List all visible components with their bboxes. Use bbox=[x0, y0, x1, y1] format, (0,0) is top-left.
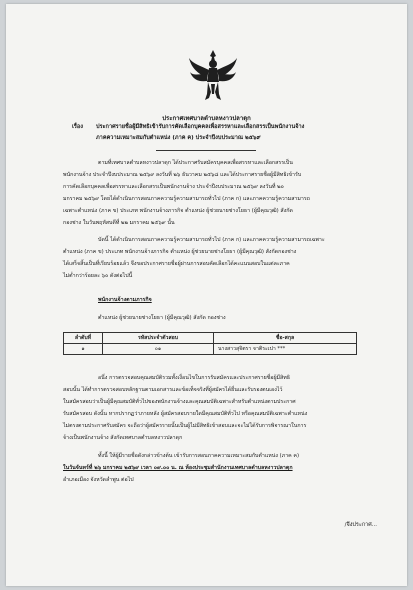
section-heading: พนักงานจ้างตามภารกิจ bbox=[98, 297, 152, 303]
position-line: ตำแหน่ง ผู้ช่วยนายช่างโยธา (ผู้มีคุณวุฒิ) สังกัด กองช่าง bbox=[98, 315, 226, 321]
col-header-order: ลำดับที่ bbox=[64, 333, 103, 344]
para4-line: ทั้งนี้ ให้ผู้มีรายชื่อดังกล่าวข้างต้น เข้ารับการสอบภาคความเหมาะสมกับตำแหน่ง (ภาค ค) bbox=[98, 453, 300, 459]
para3-line: รับสมัครสอบ ดังนั้น หากปรากฏว่าภายหลัง ผู้สมัครสอบรายใดมีคุณสมบัติทั่วไป หรือคุณสมบัติเฉพาะตำแหน่ง bbox=[63, 411, 308, 417]
exam-schedule-line: ในวันจันทร์ที่ ๒๖ มกราคม ๒๕๖๙ เวลา ๐๙.๐๐ น. ณ ห้องประชุมสำนักงานเทศบาลตำบลหงาวปลาดุก bbox=[63, 465, 293, 471]
candidate-table bbox=[63, 332, 357, 355]
para1-line: ตามที่เทศบาลตำบลหงาวปลาดุก ได้ประกาศรับสมัครบุคคลเพื่อสรรหาและเลือกสรรเป็น bbox=[98, 160, 293, 166]
para2-line: ได้เสร็จสิ้นเป็นที่เรียบร้อยแล้ว จึงขอประกาศรายชื่อผู้ผ่านการสอบคัดเลือกได้คะแนนสอบในแต่ละภาค bbox=[63, 261, 290, 267]
cell-order: ๑ bbox=[64, 344, 103, 355]
para2-line: ตำแหน่ง (ภาค ข) ประเภท พนักงานจ้างภารกิจ ตำแหน่ง ผู้ช่วยนายช่างโยธา (ผู้มีคุณวุฒิ) สังกัดกองช่าง bbox=[63, 249, 297, 255]
header-divider bbox=[156, 150, 256, 151]
subject-line-1: ประกาศรายชื่อผู้มีสิทธิเข้ารับการคัดเลือกบุคคลเพื่อสรรหาและเลือกสรรเป็นพนักงานจ้าง bbox=[96, 124, 305, 130]
para1-line: กองช่าง ในวันพฤหัสบดีที่ ๒๒ มกราคม ๒๕๖๙ นั้น bbox=[63, 220, 175, 226]
para1-line: การคัดเลือกบุคคลเพื่อสรรหาและเลือกสรรเป็นพนักงานจ้าง ประจำปีงบประมาณ ๒๕๖๙ ลงวันที่ ๒๐ bbox=[63, 184, 284, 190]
cell-name: นางสาวสุจิตรา จาติระเปา *** bbox=[214, 344, 357, 355]
col-header-exam-id: รหัสประจำตัวสอบ bbox=[103, 333, 214, 344]
para3-line: ไม่ตรงตามประกาศรับสมัคร จะถือว่าผู้สมัครรายนั้นเป็นผู้ไม่มีสิทธิเข้าสอบและจะไม่ได้รับการพิจารณาในการ bbox=[63, 423, 307, 429]
para4-line: อำเภอเมือง จังหวัดลำพูน ต่อไป bbox=[63, 477, 134, 483]
organization-title: ประกาศเทศบาลตำบลหงาวปลาดุก bbox=[162, 115, 251, 122]
para1-line: เฉพาะตำแหน่ง (ภาค ข) ประเภท พนักงานจ้างภารกิจ ตำแหน่ง ผู้ช่วยนายช่างโยธา (ผู้มีคุณวุฒิ) สังกัด bbox=[63, 208, 293, 214]
para3-line: อนึ่ง การตรวจสอบคุณสมบัติรวมทั้งเงื่อนไขในการรับสมัครและประกาศรายชื่อผู้มีสิทธิ bbox=[98, 375, 291, 381]
garuda-emblem-icon bbox=[187, 48, 239, 104]
para3-line: จ้างเป็นพนักงานจ้าง สังกัดเทศบาลตำบลหงาวปลาดุก bbox=[63, 435, 183, 441]
para1-line: พนักงานจ้าง ประจำปีงบประมาณ ๒๕๖๙ ลงวันที่ ๒๖ ธันวาคม ๒๕๖๘ และได้ประกาศรายชื่อผู้มีสิทธิเข้ารับ bbox=[63, 172, 302, 178]
para3-line: ในสมัครสอบว่าเป็นผู้มีคุณสมบัติทั่วไปของพนักงานจ้างและคุณสมบัติเฉพาะสำหรับตำแหน่งตามประกาศ bbox=[63, 399, 296, 405]
document-page bbox=[6, 4, 407, 586]
para2-line: บัดนี้ ได้ดำเนินการสอบภาคความรู้ความสามารถทั่วไป (ภาค ก) และภาคความรู้ความสามารถเฉพาะ bbox=[98, 237, 325, 243]
subject-line-2: ภาคความเหมาะสมกับตำแหน่ง (ภาค ค) ประจำปีงบประมาณ ๒๕๖๙ bbox=[96, 135, 261, 141]
table-row bbox=[64, 344, 357, 355]
table-header-row bbox=[64, 333, 357, 344]
para1-line: มกราคม ๒๕๖๙ โดยได้ดำเนินการสอบภาคความรู้ความสามารถทั่วไป (ภาค ก) และภาคความรู้ความสามารถ bbox=[63, 196, 310, 202]
cell-exam-id: ๐๑ bbox=[103, 344, 214, 355]
continuation-note: /จึงประกาศ... bbox=[344, 522, 377, 528]
para3-line: สอบนั้น ได้ทำการตรวจสอบหลักฐานตามเอกสารและข้อเท็จจริงที่ผู้สมัครได้ยื่นและรับรองตนเองไว้ bbox=[63, 387, 283, 393]
col-header-name: ชื่อ-สกุล bbox=[214, 333, 357, 344]
para2-line: ไม่ต่ำกว่าร้อยละ ๖๐ ดังต่อไปนี้ bbox=[63, 273, 133, 279]
subject-label: เรื่อง bbox=[72, 124, 84, 130]
